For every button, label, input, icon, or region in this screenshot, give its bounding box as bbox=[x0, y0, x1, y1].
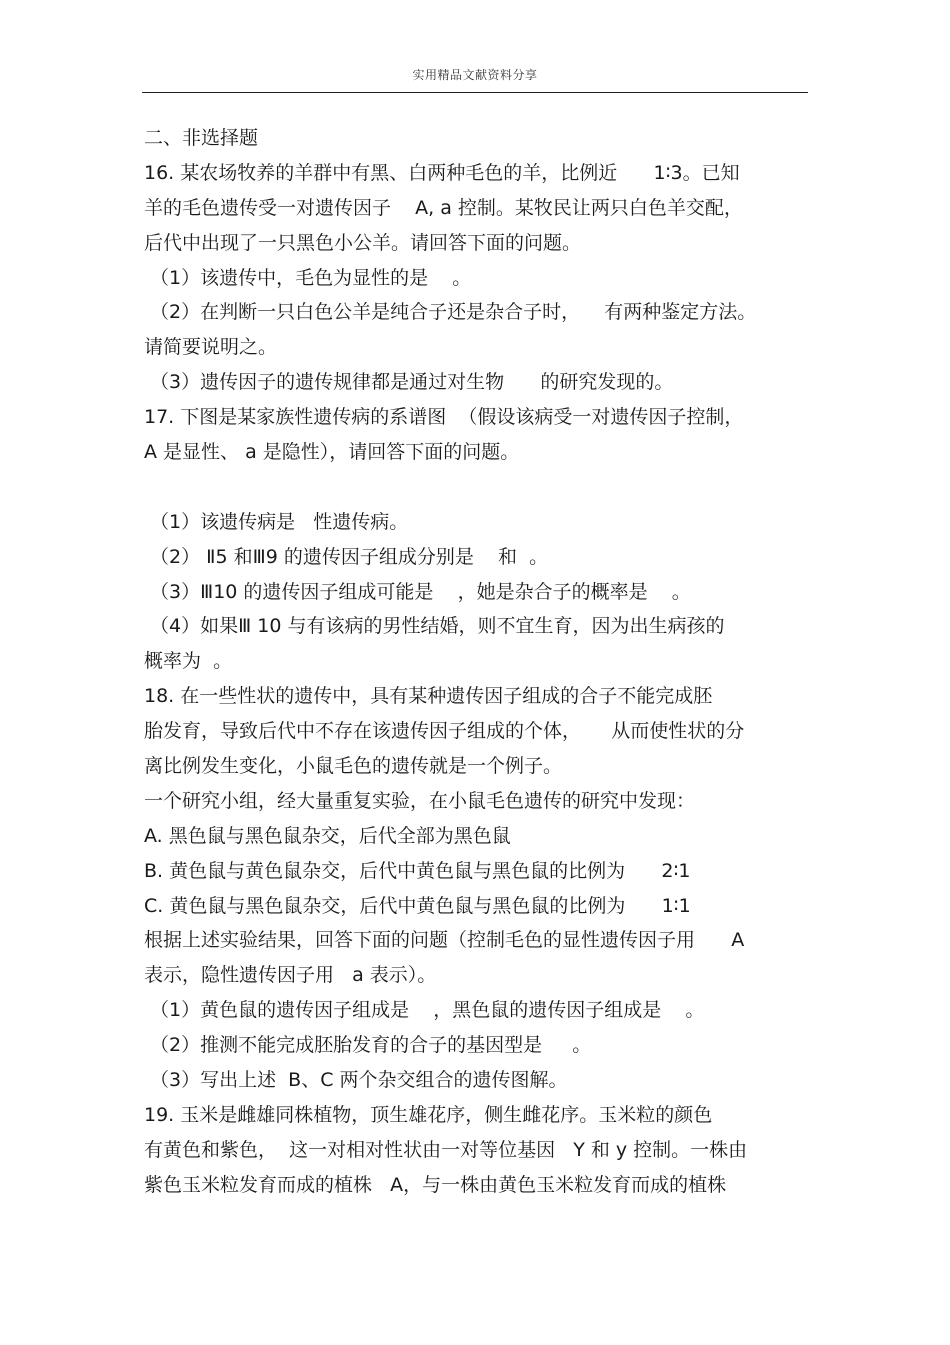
text-line: 离比例发生变化，小鼠毛色的遗传就是一个例子。 bbox=[144, 755, 563, 778]
text-line: 有黄色和紫色， 这一对相对性状由一对等位基因 Y 和 y 控制。一株由 bbox=[144, 1138, 748, 1161]
text-line: （2）在判断一只白色公羊是纯合子还是杂合子时， 有两种鉴定方法。 bbox=[150, 301, 757, 324]
text-line: （4）如果Ⅲ 10 与有该病的男性结婚，则不宜生育，因为出生病孩的 bbox=[150, 615, 725, 638]
text-line: （3）写出上述 B、C 两个杂交组合的遗传图解。 bbox=[150, 1069, 568, 1092]
text-line: （2） Ⅱ5 和Ⅲ9 的遗传因子组成分别是 和 。 bbox=[150, 545, 549, 568]
text-line: （2）推测不能完成胚胎发育的合子的基因型是 。 bbox=[150, 1034, 592, 1057]
text-line: （1）该遗传病是 性遗传病。 bbox=[150, 510, 409, 533]
text-line: 紫色玉米粒发育而成的植株 A，与一株由黄色玉米粒发育而成的植株 bbox=[144, 1173, 727, 1196]
text-line: （1）该遗传中，毛色为显性的是 。 bbox=[150, 266, 472, 289]
header-divider bbox=[142, 92, 808, 93]
text-line: A. 黑色鼠与黑色鼠杂交，后代全部为黑色鼠 bbox=[144, 824, 511, 847]
text-line: 概率为 。 bbox=[144, 650, 233, 673]
pedigree-figure-space bbox=[144, 470, 824, 505]
text-line: 16. 某农场牧养的羊群中有黑、白两种毛色的羊，比例近 1∶3。已知 bbox=[144, 161, 740, 184]
text-line: B. 黄色鼠与黄色鼠杂交，后代中黄色鼠与黑色鼠的比例为 2∶1 bbox=[144, 859, 691, 882]
text-line: 17. 下图是某家族性遗传病的系谱图 （假设该病受一对遗传因子控制， bbox=[144, 406, 744, 429]
text-line: （3）Ⅲ10 的遗传因子组成可能是 ，她是杂合子的概率是 。 bbox=[150, 580, 691, 603]
text-line: C. 黄色鼠与黑色鼠杂交，后代中黄色鼠与黑色鼠的比例为 1∶1 bbox=[144, 894, 691, 917]
text-line: 一个研究小组，经大量重复实验，在小鼠毛色遗传的研究中发现： bbox=[144, 789, 696, 812]
section-title: 二、非选择题 bbox=[144, 127, 259, 149]
page-header: 实用精品文献资料分享 bbox=[412, 68, 538, 82]
text-line: 根据上述实验结果，回答下面的问题（控制毛色的显性遗传因子用 A bbox=[144, 929, 745, 952]
text-line: 19. 玉米是雌雄同株植物，顶生雄花序，侧生雌花序。玉米粒的颜色 bbox=[144, 1103, 713, 1126]
text-line: 表示，隐性遗传因子用 a 表示）。 bbox=[144, 964, 437, 987]
text-line: （3）遗传因子的遗传规律都是通过对生物 的研究发现的。 bbox=[150, 371, 674, 394]
text-line: 18. 在一些性状的遗传中，具有某种遗传因子组成的合子不能完成胚 bbox=[144, 685, 713, 708]
text-line: 羊的毛色遗传受一对遗传因子 A, a 控制。某牧民让两只白色羊交配， bbox=[144, 196, 743, 219]
text-line: A 是显性、 a 是隐性），请回答下面的问题。 bbox=[144, 441, 520, 464]
text-line: 后代中出现了一只黑色小公羊。请回答下面的问题。 bbox=[144, 231, 582, 254]
text-line: 胎发育，导致后代中不存在该遗传因子组成的个体， 从而使性状的分 bbox=[144, 720, 745, 743]
document-body bbox=[144, 121, 824, 1203]
text-line: 请简要说明之。 bbox=[144, 336, 278, 359]
text-line: （1）黄色鼠的遗传因子组成是 ，黑色鼠的遗传因子组成是 。 bbox=[150, 999, 705, 1022]
